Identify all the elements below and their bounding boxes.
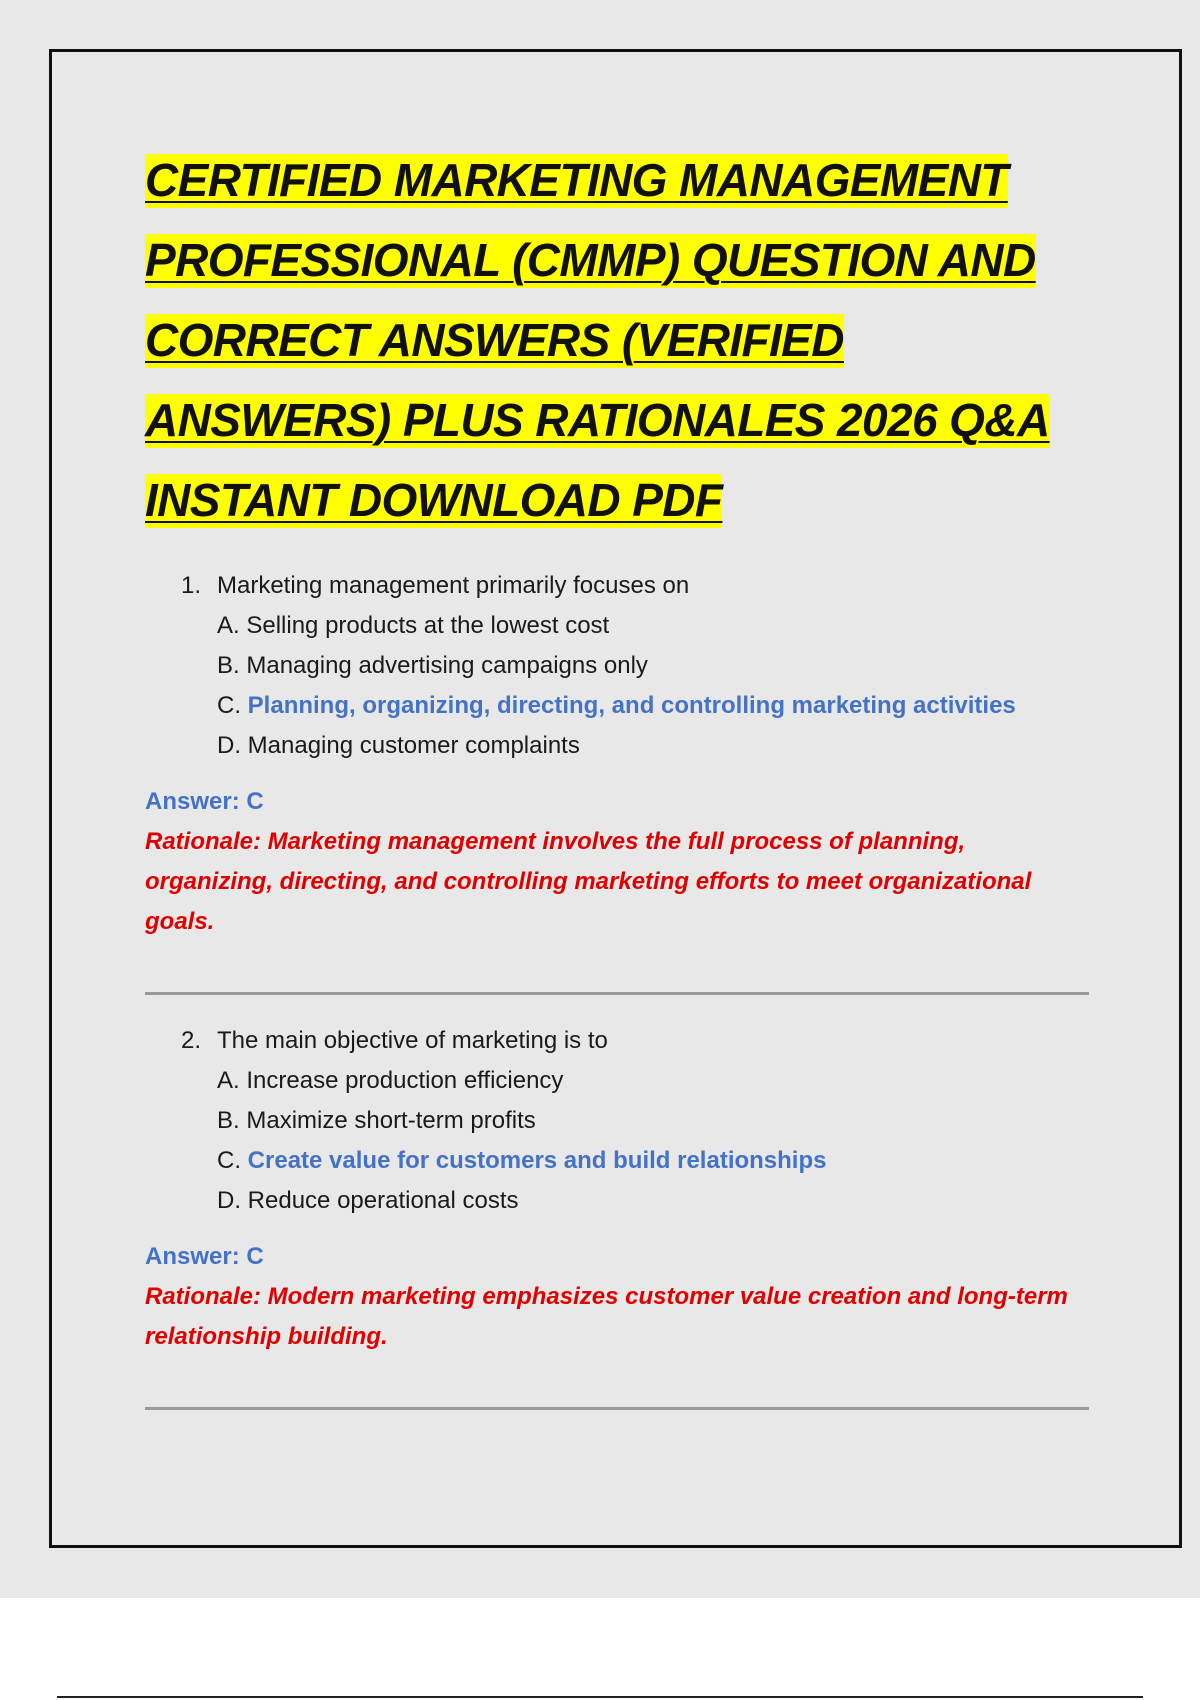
question-text: [145, 1021, 1095, 1061]
question-divider: [145, 1407, 1089, 1410]
answer-label: Answer: C: [145, 788, 264, 815]
rationale-text: Rationale: Marketing management involves the full process of planning, organizing, directing, and controlling marketing efforts to meet organizational goals.: [145, 828, 1032, 935]
options-list: [145, 606, 1095, 766]
rationale-text: Rationale: Modern marketing emphasizes customer value creation and long-term relationship building.: [145, 1283, 1068, 1350]
question-text: [145, 566, 1095, 606]
question-2: [145, 1021, 1095, 1410]
option-d: D. Managing customer complaints: [217, 732, 580, 759]
question-number: 2.: [181, 1027, 202, 1054]
option-c-correct: C. Planning, organizing, directing, and controlling marketing activities: [217, 692, 1016, 719]
option-d: D. Reduce operational costs: [217, 1187, 519, 1214]
option-b: B. Maximize short-term profits: [217, 1107, 536, 1134]
option-a: A. Selling products at the lowest cost: [217, 612, 610, 639]
question-number: 1.: [181, 572, 202, 599]
document-title-text: CERTIFIED MARKETING MANAGEMENT PROFESSIONAL (CMMP) QUESTION AND CORRECT ANSWERS (VERIFIED ANSWERS) PLUS RATIONALES 2026 Q&A INSTANT DOWNLOAD PDF: [145, 154, 1050, 526]
option-c-correct: C. Create value for customers and build relationships: [217, 1147, 827, 1174]
question-1: [145, 566, 1095, 995]
question-stem: Marketing management primarily focuses on: [217, 572, 690, 599]
option-a: A. Increase production efficiency: [217, 1067, 564, 1094]
question-divider: [145, 992, 1089, 995]
options-list: [145, 1061, 1095, 1221]
question-stem: The main objective of marketing is to: [217, 1027, 608, 1054]
option-b: B. Managing advertising campaigns only: [217, 652, 648, 679]
document-title: [145, 140, 1095, 540]
document-content: [145, 140, 1095, 1410]
next-page-top-rule: [57, 1696, 1143, 1698]
answer-label: Answer: C: [145, 1243, 264, 1270]
